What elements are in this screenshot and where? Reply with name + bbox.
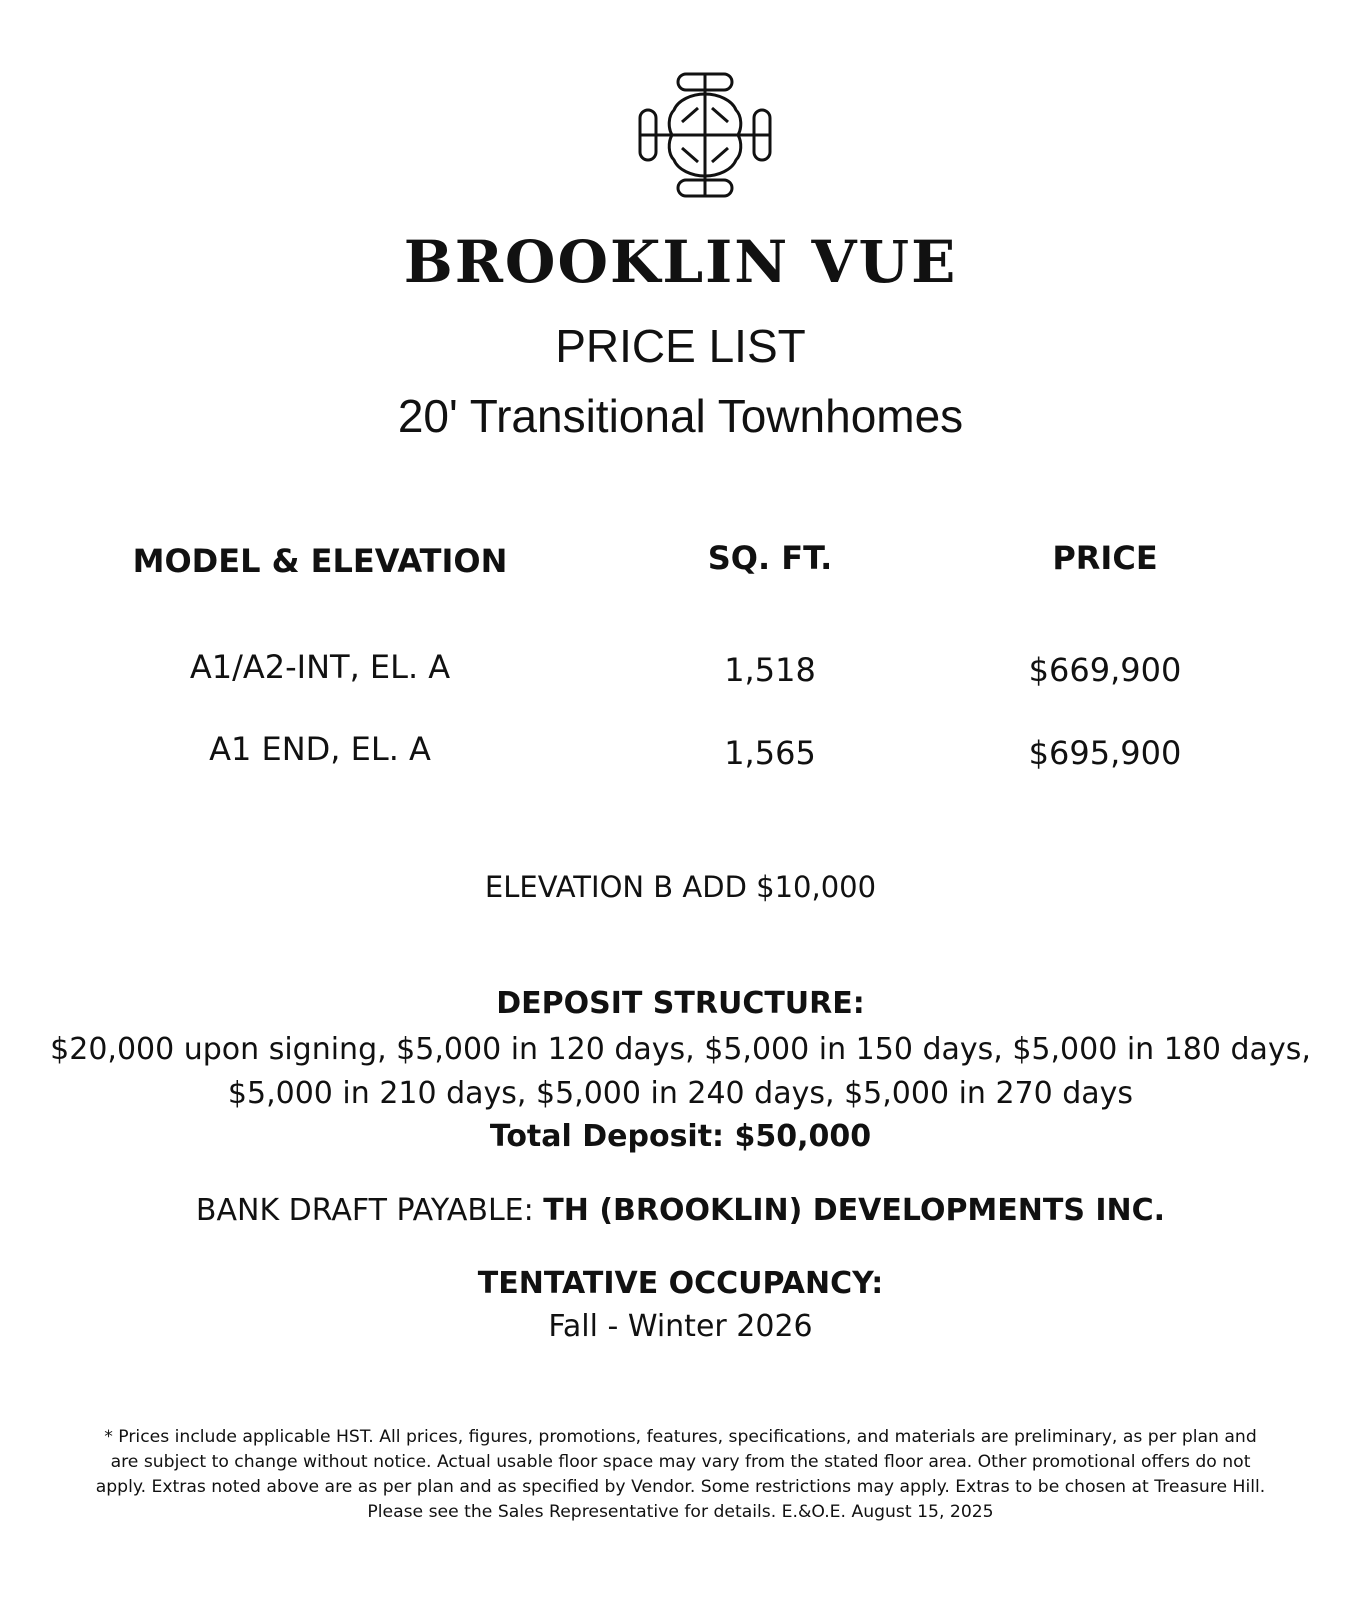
disclaimer-line: * Prices include applicable HST. All prices, figures, promotions, features, specifications, and materials are preliminary, as per plan and (104, 1427, 1257, 1447)
product-subtitle: 20' Transitional Townhomes (397, 390, 964, 442)
occupancy-title: TENTATIVE OCCUPANCY: (477, 1266, 884, 1301)
table-cell-price: $669,900 (1028, 651, 1182, 689)
table-cell-model: A1/A2-INT, EL. A (189, 648, 451, 686)
disclaimer-line: apply. Extras noted above are as per plan and as specified by Vendor. Some restrictions may apply. Extras to be chosen at Treasure Hill. (95, 1477, 1266, 1497)
price-list-title: PRICE LIST (555, 320, 806, 372)
disclaimer-line: are subject to change without notice. Actual usable floor space may vary from the stated floor area. Other promotional offers do not (110, 1452, 1251, 1472)
table-cell-price: $695,900 (1028, 734, 1182, 772)
disclaimer-line: Please see the Sales Representative for details. E.&O.E. August 15, 2025 (367, 1502, 994, 1522)
deposit-title: DEPOSIT STRUCTURE: (496, 986, 865, 1021)
table-cell-sqft: 1,565 (724, 734, 816, 772)
deposit-schedule-line-1: $20,000 upon signing, $5,000 in 120 days, $5,000 in 150 days, $5,000 in 180 days, (50, 1032, 1311, 1067)
bank-draft-payee: TH (BROOKLIN) DEVELOPMENTS INC. (543, 1193, 1166, 1228)
bank-draft-line (0, 1190, 1361, 1232)
column-header-model: MODEL & ELEVATION (132, 542, 508, 580)
deposit-schedule-line-2: $5,000 in 210 days, $5,000 in 240 days, $5,000 in 270 days (227, 1076, 1134, 1111)
disclaimer (60, 1425, 1301, 1525)
column-header-price: PRICE (1052, 539, 1158, 577)
table-cell-sqft: 1,518 (724, 651, 816, 689)
brand-title: BROOKLIN VUE (403, 228, 958, 296)
table-cell-model: A1 END, EL. A (209, 730, 431, 768)
bank-draft-label: BANK DRAFT PAYABLE: (195, 1193, 534, 1228)
column-header-sqft: SQ. FT. (707, 539, 833, 577)
brand-logo-icon (634, 70, 776, 200)
elevation-note: ELEVATION B ADD $10,000 (484, 870, 877, 904)
occupancy-value: Fall - Winter 2026 (548, 1309, 813, 1344)
deposit-total: Total Deposit: $50,000 (489, 1119, 872, 1154)
